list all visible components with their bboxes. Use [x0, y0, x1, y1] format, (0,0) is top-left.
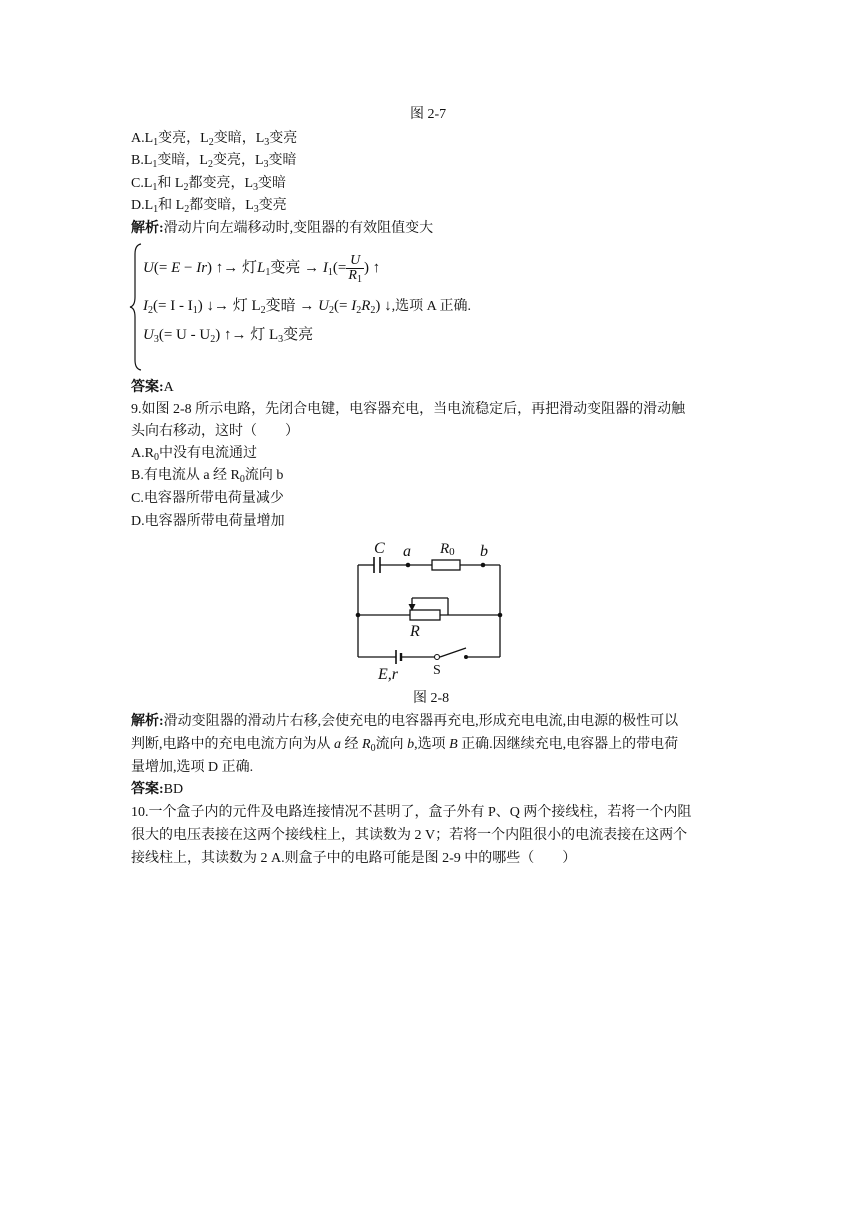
- q10-stem-line-1: 10.一个盒子内的元件及电路连接情况不甚明了，盒子外有 P、Q 两个接线柱，若将一个内阻: [131, 805, 692, 820]
- label-source-er: E,r: [378, 666, 398, 683]
- q8-math-line-3: $U_3(= U - U_2)$ ↑→ 灯 $L_3$变亮: [143, 327, 314, 345]
- q8-answer: 答案:A: [131, 380, 174, 395]
- label-switch-s: S: [433, 663, 441, 678]
- q9-analysis-line-1: 解析:滑动变阻器的滑动片右移,会使充电的电容器再充电,形成充电电流,由电源的极性可以: [131, 714, 679, 729]
- label-rheostat-r: R: [410, 623, 420, 640]
- q9-answer: 答案:BD: [131, 782, 184, 797]
- circuit-diagram: [340, 535, 520, 685]
- label-capacitor-c: C: [374, 540, 385, 557]
- q9-option-b: B.有电流从 a 经 $R_0$流向 b: [131, 468, 284, 485]
- fraction-u-over-r1: $\frac{U}{R_1}$: [348, 253, 362, 285]
- q9-analysis-line-3: 量增加,选项 D 正确.: [131, 760, 254, 775]
- label-node-b: b: [480, 543, 488, 560]
- q10-stem-line-3: 接线柱上，其读数为 2 A.则盒子中的电路可能是图 2-9 中的哪些（ ）: [131, 851, 577, 866]
- q9-option-d: D.电容器所带电荷量增加: [131, 514, 285, 529]
- label-node-a: a: [403, 543, 411, 560]
- q8-option-a: $A.L_1$变亮，$L_2$变暗，$L_3$变亮: [131, 131, 298, 148]
- q9-option-a: $A.R_0$中没有电流通过: [131, 446, 257, 463]
- q8-option-c: $C.L_1$和 $L_2$都变亮，$L_3$变暗: [131, 176, 287, 193]
- q8-analysis: 解析:滑动片向左端移动时,变阻器的有效阻值变大: [131, 221, 434, 236]
- equation-brace: [128, 242, 144, 372]
- figure-2-7-caption: 图 2-7: [410, 107, 447, 122]
- q9-stem-line-1: 9.如图 2-8 所示电路，先闭合电键，电容器充电，当电流稳定后，再把滑动变阻器的滑动触: [131, 402, 686, 417]
- analysis-label: 解析:: [131, 221, 164, 236]
- q8-option-d: $D.L_1$和 $L_2$都变暗，$L_3$变亮: [131, 198, 287, 215]
- label-r0: R0: [440, 541, 455, 558]
- q8-math-line-1: U(= E − Ir) ↑→ 灯$L_1$变亮 → $I_1(=$ $\frac{U}{R_1}$ ) ↑: [143, 253, 381, 285]
- q8-option-b: $B.L_1$变暗，$L_2$变亮，$L_3$变暗: [131, 153, 297, 170]
- q9-analysis-line-2: 判断,电路中的充电电流方向为从 a 经 $R_0$流向 b,选项 B 正确.因继续充电,电容器上的带电荷: [131, 737, 679, 754]
- figure-2-8-caption: 图 2-8: [413, 691, 450, 706]
- q9-option-c: C.电容器所带电荷量减少: [131, 491, 284, 506]
- q10-stem-line-2: 很大的电压表接在这两个接线柱上，其读数为 2 V；若将一个内阻很小的电流表接在这两个: [131, 828, 688, 843]
- q9-stem-line-2: 头向右移动，这时（ ）: [131, 424, 299, 439]
- q8-math-line-2: $I_2(= I - I_1)$ ↓→ 灯 $L_2$变暗 → $U_2(= I_2R_2)$ ↓,选项 A 正确.: [143, 298, 471, 316]
